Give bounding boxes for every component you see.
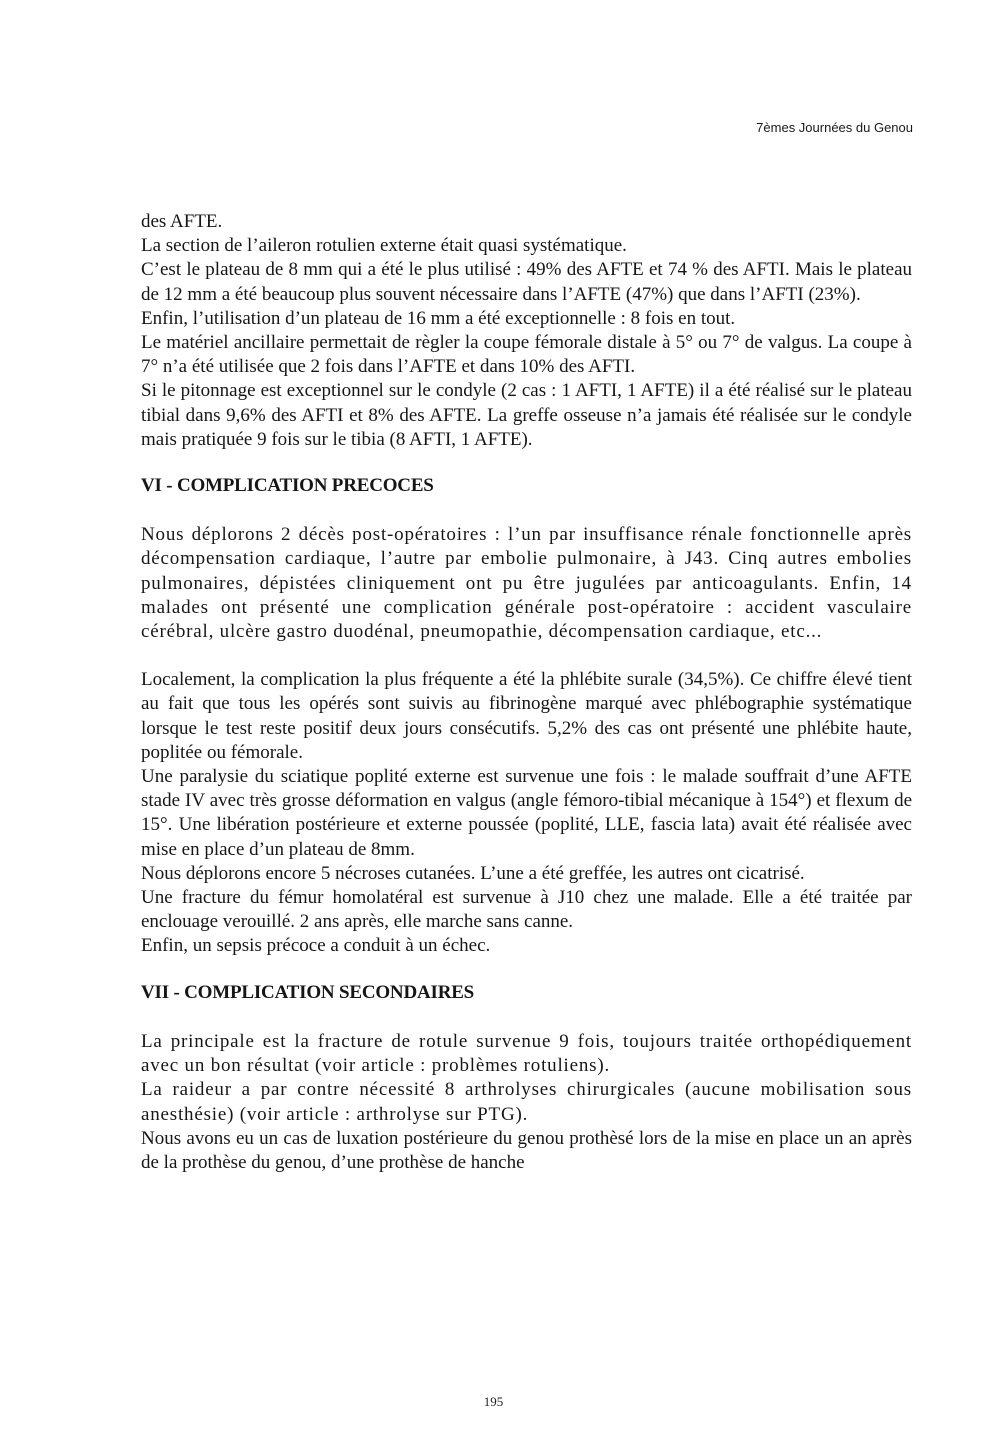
paragraph: La principale est la fracture de rotule survenue 9 fois, toujours traitée orthopédiquement avec un bon résultat (voir article : problèmes rotuliens). <box>141 1030 912 1077</box>
paragraph: Si le pitonnage est exceptionnel sur le condyle (2 cas : 1 AFTI, 1 AFTE) il a été réalisé sur le plateau tibial dans 9,6% des AFTI et 8% des AFTE. La greffe osseuse n’a jamais été réalisée sur le condyle mais pratiquée 9 fois sur le tibia (8 AFTI, 1 AFTE). <box>141 380 912 450</box>
paragraph: Enfin, l’utilisation d’un plateau de 16 mm a été exceptionnelle : 8 fois en tout. <box>141 307 736 329</box>
paragraph: Une paralysie du sciatique poplité externe est survenue une fois : le malade souffrait d’une AFTE stade IV avec très grosse déformation en valgus (angle fémoro-tibial mécanique à 154°) et flexum de 15°. Une libération postérieure et externe poussée (poplité, LLE, fascia lata) avait été réalisée avec mise en place d’un plateau de 8mm. <box>141 766 912 860</box>
paragraph: des AFTE. <box>141 211 223 232</box>
running-header: 7èmes Journées du Genou <box>756 120 913 135</box>
paragraph: Une fracture du fémur homolatéral est survenue à J10 chez une malade. Elle a été traitée par enclouage verouillé. 2 ans après, elle marche sans canne. <box>141 887 912 933</box>
paragraph: Enfin, un sepsis précoce a conduit à un échec. <box>141 935 491 957</box>
page-body <box>141 210 912 1175</box>
page-number: 195 <box>483 1394 504 1409</box>
paragraph: Nous déplorons 2 décès post-opératoires : l’un par insuffisance rénale fonctionnelle après décompensation cardiaque, l’autre par embolie pulmonaire, à J43. Cinq autres embolies pulmonaires, dépistées cliniquement ont pu être jugulées par anticoagulants. Enfin, 14 malades ont présenté une complication générale post-opératoire : accident vasculaire cérébral, ulcère gastro duodénal, pneumopathie, décompensation cardiaque, etc... <box>141 524 912 643</box>
paragraph: La section de l’aileron rotulien externe était quasi systématique. <box>141 235 627 257</box>
paragraph: La raideur a par contre nécessité 8 arthrolyses chirurgicales (aucune mobilisation sous anesthésie) (voir article : arthrolyse sur PTG). <box>141 1079 912 1125</box>
paragraph: Nous déplorons encore 5 nécroses cutanées. L’une a été greffée, les autres ont cicatrisé. <box>141 862 805 884</box>
paragraph: Le matériel ancillaire permettait de règler la coupe fémorale distale à 5° ou 7° de valgus. La coupe à 7° n’a été utilisée que 2 fois dans l’AFTE et dans 10% des AFTI. <box>141 332 912 378</box>
section-heading-vii: VII - COMPLICATION SECONDAIRES <box>141 981 475 1003</box>
paragraph: Nous avons eu un cas de luxation postérieure du genou prothèsé lors de la mise en place un an après de la prothèse du genou, d’une prothèse de hanche <box>141 1127 912 1173</box>
paragraph: C’est le plateau de 8 mm qui a été le plus utilisé : 49% des AFTE et 74 % des AFTI. Mais le plateau de 12 mm a été beaucoup plus souvent nécessaire dans l’AFTE (47%) que dans l’AFTI (23%). <box>141 259 912 305</box>
paragraph: Localement, la complication la plus fréquente a été la phlébite surale (34,5%). Ce chiffre élevé tient au fait que tous les opérés sont suivis au fibrinogène marqué avec phlébographie systématique lorsque le test reste positif deux jours consécutifs. 5,2% des cas ont présenté une phlébite haute, poplitée ou fémorale. <box>141 669 912 763</box>
section-heading-vi: VI - COMPLICATION PRECOCES <box>141 475 434 497</box>
